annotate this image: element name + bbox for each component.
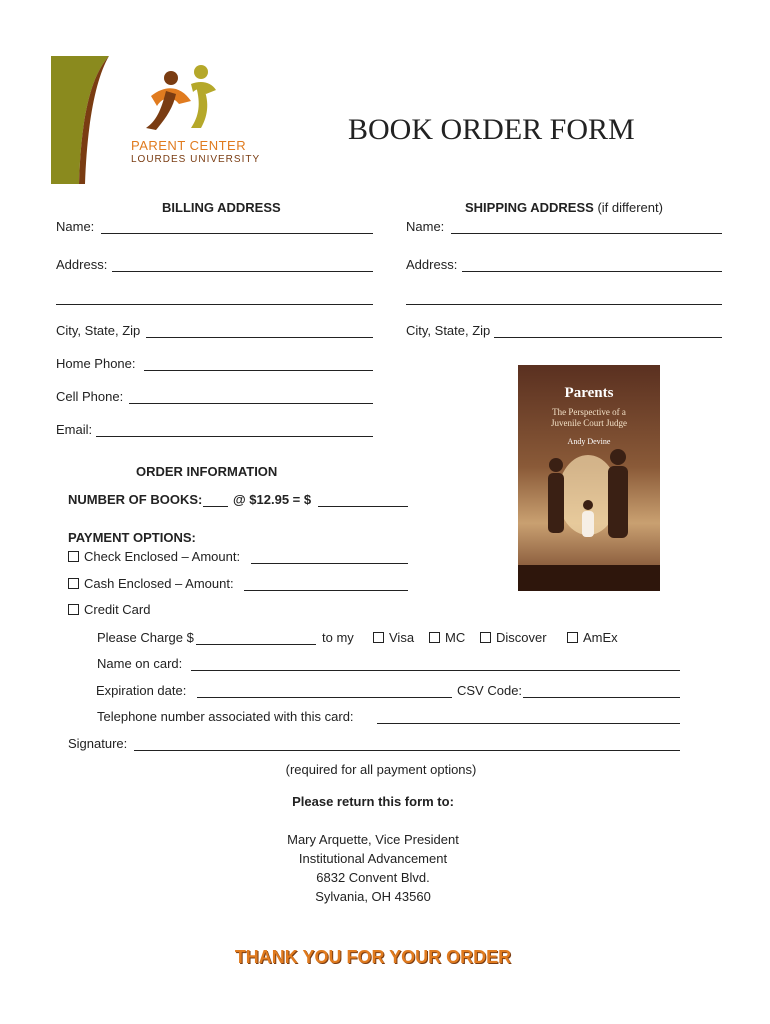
home-phone-label: Home Phone: <box>56 356 136 371</box>
book-subtitle-2: Juvenile Court Judge <box>551 418 627 428</box>
cash-option[interactable] <box>68 576 234 591</box>
visa-checkbox[interactable] <box>373 632 384 643</box>
book-author: Andy Devine <box>567 437 611 446</box>
csv-label: CSV Code: <box>457 683 523 698</box>
cash-checkbox[interactable] <box>68 578 79 589</box>
billing-address-field[interactable] <box>112 271 373 272</box>
return-heading: Please return this form to: <box>292 794 454 809</box>
cell-phone-field[interactable] <box>129 403 373 404</box>
check-checkbox[interactable] <box>68 551 79 562</box>
payment-heading: PAYMENT OPTIONS: <box>68 530 196 545</box>
return-line3: 6832 Convent Blvd. <box>316 870 430 885</box>
visa-option[interactable] <box>373 630 414 645</box>
mc-option[interactable] <box>429 630 465 645</box>
cash-label: Cash Enclosed – Amount: <box>84 576 234 591</box>
billing-address-field-2[interactable] <box>56 304 373 305</box>
cell-phone-label: Cell Phone: <box>56 389 124 404</box>
thank-you-banner: THANK YOU FOR YOUR ORDER <box>234 947 512 967</box>
check-option[interactable] <box>68 549 240 564</box>
credit-label: Credit Card <box>84 602 151 617</box>
check-amount-field[interactable] <box>251 563 408 564</box>
amex-label: AmEx <box>583 630 618 645</box>
please-charge-label: Please Charge $ <box>97 630 194 645</box>
billing-city-label: City, State, Zip <box>56 323 141 338</box>
number-of-books-field[interactable] <box>203 506 228 507</box>
email-label: Email: <box>56 422 93 437</box>
billing-name-field[interactable] <box>101 233 373 234</box>
return-line1: Mary Arquette, Vice President <box>287 832 459 847</box>
billing-city-field[interactable] <box>146 337 373 338</box>
telephone-label: Telephone number associated with this card: <box>97 709 354 724</box>
to-my-label: to my <box>322 630 354 645</box>
shipping-address-label: Address: <box>406 257 458 272</box>
csv-field[interactable] <box>523 697 680 698</box>
shipping-name-field[interactable] <box>451 233 722 234</box>
book-cover-illustration <box>518 365 660 591</box>
billing-name-label: Name: <box>56 219 95 234</box>
return-line2: Institutional Advancement <box>298 851 448 866</box>
discover-label: Discover <box>496 630 547 645</box>
email-field[interactable] <box>96 436 373 437</box>
expiration-label: Expiration date: <box>96 683 187 698</box>
mc-checkbox[interactable] <box>429 632 440 643</box>
mc-label: MC <box>445 630 466 645</box>
billing-address-label: Address: <box>56 257 108 272</box>
cash-amount-field[interactable] <box>244 590 408 591</box>
book-cover <box>518 365 660 591</box>
signature-label: Signature: <box>68 736 128 751</box>
required-note: (required for all payment options) <box>285 762 477 777</box>
shipping-heading-text: SHIPPING ADDRESS <box>465 200 594 215</box>
logo-graphic <box>51 56 251 186</box>
discover-checkbox[interactable] <box>480 632 491 643</box>
telephone-field[interactable] <box>377 723 680 724</box>
shipping-address-field-2[interactable] <box>406 304 722 305</box>
price-text: @ $12.95 = $ <box>233 492 312 507</box>
page-title: BOOK ORDER FORM <box>348 113 635 146</box>
book-subtitle-1: The Perspective of a <box>552 407 626 417</box>
book-title: Parents <box>564 385 614 401</box>
name-on-card-label: Name on card: <box>97 656 183 671</box>
charge-amount-field[interactable] <box>196 644 316 645</box>
shipping-name-label: Name: <box>406 219 445 234</box>
discover-option[interactable] <box>480 630 547 645</box>
check-label: Check Enclosed – Amount: <box>84 549 241 564</box>
shipping-address-field[interactable] <box>462 271 722 272</box>
name-on-card-field[interactable] <box>191 670 680 671</box>
signature-field[interactable] <box>134 750 680 751</box>
logo <box>51 56 261 186</box>
shipping-city-label: City, State, Zip <box>406 323 491 338</box>
credit-checkbox[interactable] <box>68 604 79 615</box>
order-heading: ORDER INFORMATION <box>136 464 278 479</box>
number-of-books-label: NUMBER OF BOOKS: <box>68 492 203 507</box>
shipping-heading-note: (if different) <box>597 200 663 215</box>
amex-option[interactable] <box>567 630 618 645</box>
logo-line1: PARENT CENTER <box>131 138 247 153</box>
home-phone-field[interactable] <box>144 370 373 371</box>
expiration-field[interactable] <box>197 697 452 698</box>
billing-heading: BILLING ADDRESS <box>162 200 281 215</box>
order-total-field[interactable] <box>318 506 408 507</box>
credit-option[interactable] <box>68 602 150 617</box>
shipping-heading <box>465 200 663 215</box>
return-line4: Sylvania, OH 43560 <box>315 889 431 904</box>
amex-checkbox[interactable] <box>567 632 578 643</box>
visa-label: Visa <box>389 630 415 645</box>
logo-line2: LOURDES UNIVERSITY <box>131 154 261 165</box>
shipping-city-field[interactable] <box>494 337 722 338</box>
